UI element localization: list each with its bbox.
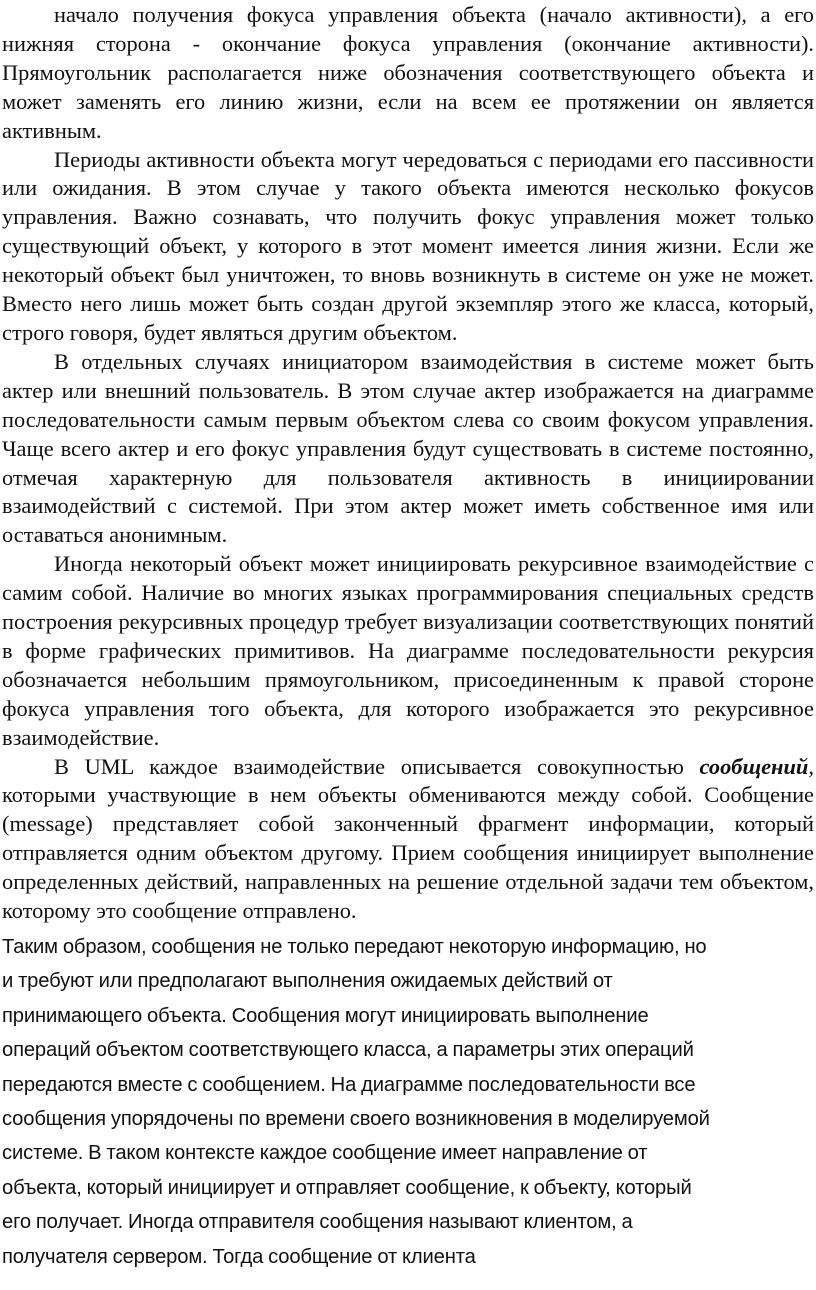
sans-line: и требуют или предполагают выполнения ожидаемых действий от bbox=[2, 970, 613, 993]
sans-line: сообщения упорядочены по времени своего возникновения в моделируемой bbox=[2, 1108, 710, 1131]
sans-line: принимающего объекта. Сообщения могут инициировать выполнение bbox=[2, 1004, 649, 1027]
sans-line: системе. В таком контексте каждое сообщение имеет направление от bbox=[2, 1142, 648, 1165]
sans-line: операций объектом соответствующего класса, а параметры этих операций bbox=[2, 1039, 694, 1062]
sans-line: его получает. Иногда отправителя сообщения называют клиентом, а bbox=[2, 1211, 633, 1234]
emphasis-messages: сообщений bbox=[699, 753, 809, 779]
paragraph-recursive-interaction: Иногда некоторый объект может инициировать рекурсивное взаимодействие с самим собой. Наличие во многих языках программирования специальных средств построения рекурсивных процедур требует визуализации соответствующих понятий в форме графических примитивов. На диаграмме последовательности рекурсия обозначается небольшим прямоугольником, присоединенным к правой стороне фокуса управления того объекта, для которого изображается это рекурсивное взаимодействие. bbox=[2, 551, 814, 750]
sans-text-block bbox=[2, 930, 814, 1274]
paragraph-actor-initiator: В отдельных случаях инициатором взаимодействия в системе может быть актер или внешний пользователь. В этом случае актер изображается на диаграмме последовательности самым первым объектом слева со своим фокусом управления. Чаще всего актер и его фокус управления будут существовать в системе постоянно, отмечая характерную для пользователя активность в инициировании взаимодействий с системой. При этом актер может иметь собственное имя или оставаться анонимным. bbox=[2, 348, 814, 548]
paragraph-focus-end: начало получения фокуса управления объекта (начало активности), а его нижняя сторона - окончание фокуса управления (окончание активности). Прямоугольник располагается ниже обозначения соответствующего объекта и может заменять его линию жизни, если на всем ее протяжении он является активным. bbox=[2, 2, 814, 143]
sans-line: Таким образом, сообщения не только передают некоторую информацию, но bbox=[2, 936, 707, 958]
sans-line: получателя сервером. Тогда сообщение от клиента bbox=[2, 1245, 476, 1268]
sans-line: объекта, который инициирует и отправляет сообщение, к объекту, который bbox=[2, 1176, 692, 1199]
paragraph-uml-messages bbox=[2, 753, 814, 926]
uml-messages-text-end: , которыми участвующие в нем объекты обмениваются между собой. Сообщение (message) представляет собой законченный фрагмент информации, который отправляется одним объектом другому. Прием сообщения инициирует выполнение определенных действий, направленных на решение отдельной задачи тем объектом, которому это сообщение отправлено. bbox=[2, 753, 814, 924]
paragraph-activity-periods: Периоды активности объекта могут чередоваться с периодами его пассивности или ожидания. В этом случае у такого объекта имеются несколько фокусов управления. Важно сознавать, что получить фокус управления может только существующий объект, у которого в этот момент имеется линия жизни. Если же некоторый объект был уничтожен, то вновь возникнуть в системе он уже не может. Вместо него лишь может быть создан другой экземпляр этого же класса, который, строго говоря, будет являться другим объектом. bbox=[2, 146, 814, 345]
serif-text-block bbox=[2, 1, 814, 926]
uml-messages-text-start: В UML каждое взаимодействие описывается совокупностью bbox=[54, 753, 700, 779]
sans-line: передаются вместе с сообщением. На диаграмме последовательности все bbox=[2, 1073, 696, 1096]
